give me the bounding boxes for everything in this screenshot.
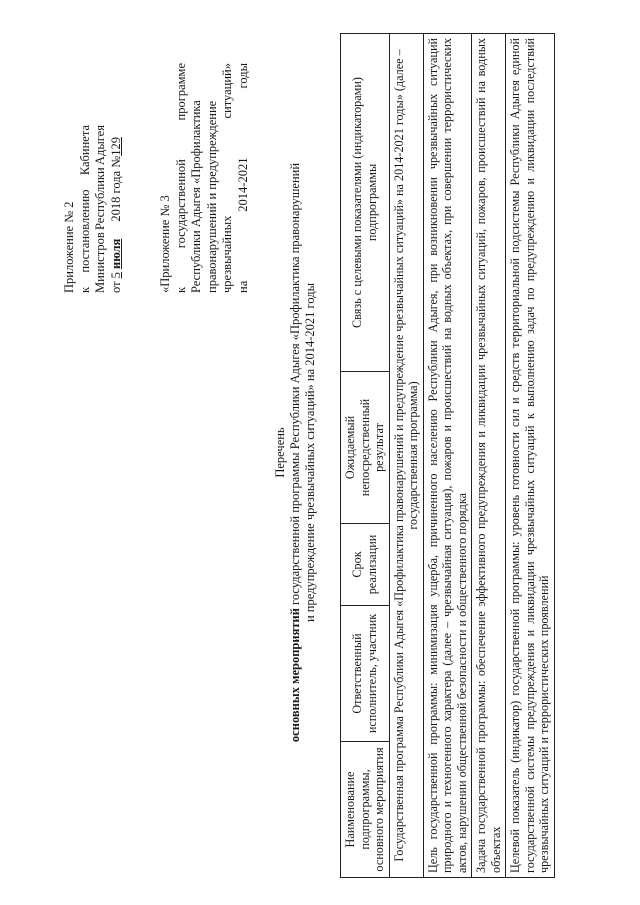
appendix-2-block xyxy=(62,125,124,293)
col-header-indicators: Связь с целевыми показателями (индикаторами) подпрограммы xyxy=(341,34,390,372)
document-heading xyxy=(273,0,318,905)
table-row xyxy=(389,34,423,878)
appendix-2-month: июля xyxy=(108,238,123,269)
col-header-executor: Ответственный исполнитель, участник xyxy=(341,606,390,742)
table-row xyxy=(472,34,506,878)
col-header-subprogram: Наименование подпрограммы, основного мероприятия xyxy=(341,742,390,878)
row-task: Задача государственной программы: обеспечение эффективного предупреждения и ликвидации чрезвычайных ситуаций, пожаров, происшествий на водных объектах xyxy=(472,34,506,878)
col-header-term: Срок реализации xyxy=(341,524,390,606)
measures-table xyxy=(340,33,555,878)
heading-title: Перечень xyxy=(273,427,287,478)
row-goal: Цель государственной программы: минимизация ущерба, причиненного населению Республики Адыгея, при возникновении чрезвычайных ситуаций природного и техногенного характера (далее – чрезвычайная ситуация), пожаров и происшествий на водных объектах, при совершении террористических актов, нарушении общественной безопасности и общественного порядка xyxy=(423,34,472,878)
appendix-2-line2: к постановлению Кабинета xyxy=(77,125,92,293)
row-indicator: Целевой показатель (индикатор) государственной программы: уровень готовности сил и средств территориальной подсистемы Республики Адыгея единой государственной системы предупреждения и ликвидации чрезвычайных ситуаций к выполнению задач по предупреждению и ликвидации последствий чрезвычайных ситуаций и террористических проявлений xyxy=(506,34,555,878)
table-row xyxy=(506,34,555,878)
heading-line-3: и предупреждение чрезвычайных ситуаций» на 2014-2021 годы xyxy=(303,282,317,623)
appendix-3-block: «Приложение № 3 к государственной программе Республики Адыгея «Профилактика правонарушений и предупреждение чрезвычайных ситуаций» на 2014-2021 годы xyxy=(158,63,250,293)
appendix-2-line3: Министров Республики Адыгея xyxy=(93,125,107,293)
appendix-2-day: 5 xyxy=(108,272,123,279)
col-header-result: Ожидаемый непосредственный результат xyxy=(341,372,390,524)
table-row xyxy=(423,34,472,878)
appendix-3-title: «Приложение № 3 xyxy=(158,195,172,293)
table-header-row xyxy=(341,34,390,878)
row-program: Государственная программа Республики Адыгея «Профилактика правонарушений и предупреждение чрезвычайных ситуаций» на 2014-2021 годы» (далее – государственная программа) xyxy=(389,34,423,878)
appendix-2-number: 129 xyxy=(108,137,123,156)
appendix-2-date-line: от 5 июля 2018 года №129 xyxy=(108,137,123,293)
appendix-2-title: Приложение № 2 xyxy=(62,201,76,293)
heading-line-2: основных мероприятий государственной программы Республики Адыгея «Профилактика правонарушений xyxy=(288,162,302,743)
